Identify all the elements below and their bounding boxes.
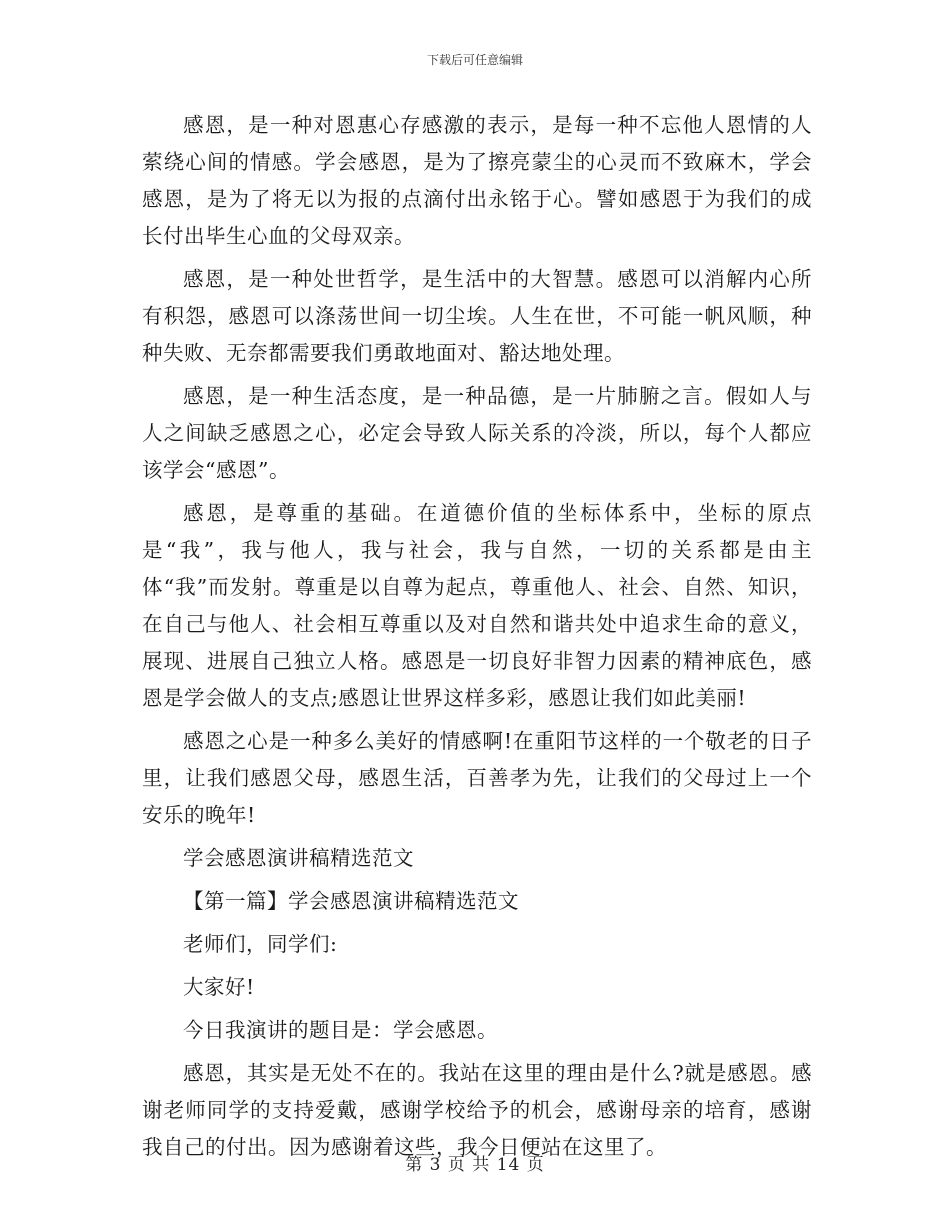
document-body bbox=[142, 107, 812, 1172]
article-heading: 【第一篇】学会感恩演讲稿精选范文 bbox=[183, 889, 519, 913]
greeting: 大家好! bbox=[183, 975, 255, 999]
paragraph-1: 感恩，是一种对恩惠心存感激的表示，是每一种不忘他人恩情的人萦绕心间的情感。学会感恩，是为了擦亮蒙尘的心灵而不致麻木，学会感恩，是为了将无以为报的点滴付出永铭于心。譬如感恩于为我们的成长付出毕生心血的父母双亲。 bbox=[142, 113, 812, 248]
page-header: 下载后可任意编辑 bbox=[426, 53, 523, 67]
paragraph-6: 感恩，其实是无处不在的。我站在这里的理由是什么?就是感恩。感谢老师同学的支持爱戴，感谢学校给予的机会，感谢母亲的培育，感谢我自己的付出。因为感谢着这些，我今日便站在这里了。 bbox=[142, 1061, 812, 1159]
speech-topic: 今日我演讲的题目是：学会感恩。 bbox=[183, 1018, 498, 1042]
salutation: 老师们，同学们: bbox=[183, 932, 338, 956]
paragraph-5: 感恩之心是一种多么美好的情感啊!在重阳节这样的一个敬老的日子里，让我们感恩父母，感恩生活，百善孝为先，让我们的父母过上一个安乐的晚年! bbox=[142, 729, 812, 827]
paragraph-2: 感恩，是一种处世哲学，是生活中的大智慧。感恩可以消解内心所有积怨，感恩可以涤荡世间一切尘埃。人生在世，不可能一帆风顺，种种失败、无奈都需要我们勇敢地面对、豁达地处理。 bbox=[142, 267, 812, 365]
paragraph-3: 感恩，是一种生活态度，是一种品德，是一片肺腑之言。假如人与人之间缺乏感恩之心，必定会导致人际关系的冷淡，所以，每个人都应该学会“感恩”。 bbox=[142, 384, 812, 482]
section-title: 学会感恩演讲稿精选范文 bbox=[183, 846, 414, 870]
paragraph-4: 感恩，是尊重的基础。在道德价值的坐标体系中，坐标的原点是“我”，我与他人，我与社会，我与自然，一切的关系都是由主体“我”而发射。尊重是以自尊为起点，尊重他人、社会、自然、知识，在自己与他人、社会相互尊重以及对自然和谐共处中追求生命的意义，展现、进展自己独立人格。感恩是一切良好非智力因素的精神底色，感恩是学会做人的支点;感恩让世界这样多彩，感恩让我们如此美丽! bbox=[142, 501, 812, 710]
page-footer: 第 3 页 共 14 页 bbox=[405, 1155, 545, 1175]
